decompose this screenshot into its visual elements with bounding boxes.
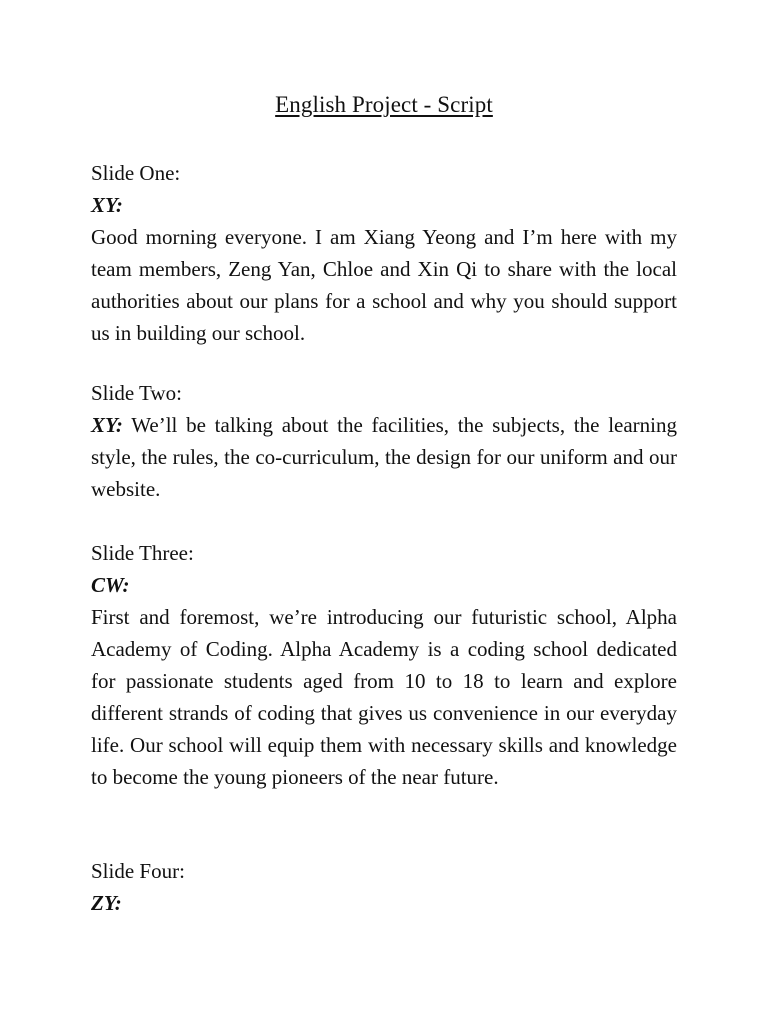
slide-two-section <box>91 377 677 505</box>
slide-heading: Slide Four: <box>91 859 185 883</box>
speaker-label: XY: <box>91 413 123 437</box>
slide-four-section <box>91 855 677 919</box>
slide-paragraph <box>91 409 677 505</box>
slide-heading: Slide One: <box>91 161 181 185</box>
slide-one-section <box>91 157 677 349</box>
slide-three-section <box>91 537 677 793</box>
slide-heading: Slide Three: <box>91 541 194 565</box>
slide-paragraph: Good morning everyone. I am Xiang Yeong and I’m here with my team members, Zeng Yan, Chloe and Xin Qi to share with the local authorities about our plans for a school and why you should support us in building our school. <box>91 225 677 345</box>
speaker-label: CW: <box>91 573 130 597</box>
slide-paragraph-text: We’ll be talking about the facilities, the subjects, the learning style, the rules, the co-curriculum, the design for our uniform and our website. <box>91 413 677 501</box>
slide-heading: Slide Two: <box>91 381 182 405</box>
speaker-label: XY: <box>91 193 123 217</box>
speaker-label: ZY: <box>91 891 122 915</box>
slide-paragraph: First and foremost, we’re introducing our futuristic school, Alpha Academy of Coding. Alpha Academy is a coding school dedicated for passionate students aged from 10 to 18 to learn and explore different strands of coding that gives us convenience in our everyday life. Our school will equip them with necessary skills and knowledge to become the young pioneers of the near future. <box>91 605 677 789</box>
document-title: English Project - Script <box>275 92 493 117</box>
